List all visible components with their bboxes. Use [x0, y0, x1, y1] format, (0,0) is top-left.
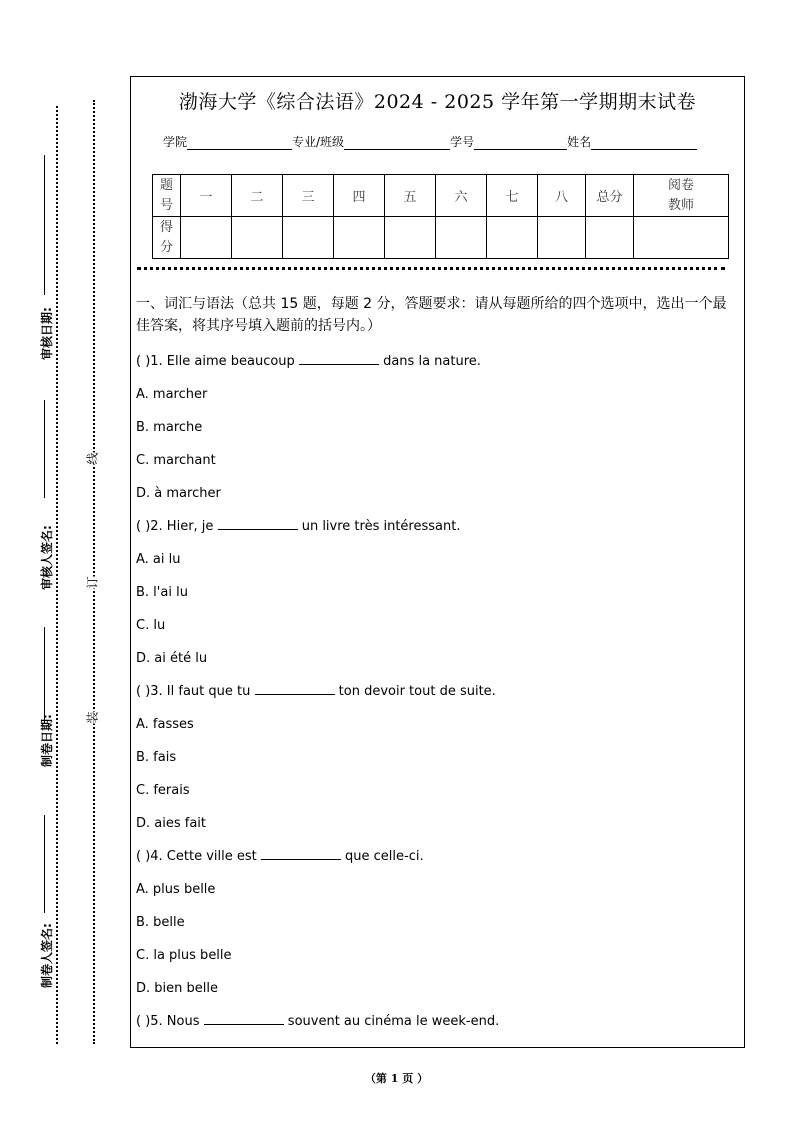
score-col-6: 六 [436, 175, 487, 217]
option: C. la plus belle [136, 948, 232, 963]
make-date-line [44, 627, 45, 724]
score-cell[interactable] [283, 217, 334, 259]
score-cell[interactable] [538, 217, 586, 259]
binding-mark-bind: 装 [82, 711, 103, 723]
reviewer-sign-label: 审核人签名: [40, 525, 54, 590]
student-id-field[interactable] [474, 137, 567, 150]
score-cell[interactable] [232, 217, 283, 259]
score-cell[interactable] [634, 217, 729, 259]
score-col-grader: 阅卷教师 [634, 175, 729, 217]
option: D. à marcher [136, 486, 221, 501]
college-field[interactable] [187, 137, 292, 150]
question-3 [136, 675, 736, 840]
answer-blank [255, 682, 335, 695]
score-table [152, 174, 729, 259]
question-stem: ( )3. Il faut que tu ton devoir tout de suite. [136, 684, 496, 699]
question-4 [136, 840, 736, 1005]
binding-dotted-line-outer [56, 106, 58, 1044]
answer-blank [204, 1012, 284, 1025]
option: D. ai été lu [136, 651, 208, 666]
college-label: 学院 [163, 135, 188, 149]
score-col-1: 一 [181, 175, 232, 217]
review-date-label: 审核日期: [40, 307, 54, 360]
score-cell[interactable] [436, 217, 487, 259]
question-stem: ( )2. Hier, je un livre très intéressant. [136, 519, 461, 534]
binding-dotted-line-inner [93, 100, 95, 1044]
exam-frame [130, 76, 745, 1048]
dotted-separator [137, 267, 725, 270]
score-col-5: 五 [385, 175, 436, 217]
reviewer-sign-line [44, 400, 45, 498]
student-info-row [163, 133, 697, 150]
section-vocabulary-grammar [136, 293, 736, 1038]
name-field[interactable] [591, 137, 697, 150]
option: C. ferais [136, 783, 190, 798]
score-table-score-row [153, 217, 729, 259]
question-2 [136, 510, 736, 675]
option: C. marchant [136, 453, 216, 468]
score-col-question-no: 题号 [153, 175, 181, 217]
score-cell[interactable] [181, 217, 232, 259]
option: A. ai lu [136, 552, 181, 567]
score-col-2: 二 [232, 175, 283, 217]
review-date-line [44, 155, 45, 295]
student-id-label: 学号 [450, 135, 475, 149]
score-col-7: 七 [487, 175, 538, 217]
option: A. marcher [136, 387, 208, 402]
question-1 [136, 345, 736, 510]
option: B. fais [136, 750, 177, 765]
maker-sign-line [44, 815, 45, 913]
binding-mark-order: 订 [82, 576, 103, 588]
section-heading: 一、词汇与语法（总共 15 题，每题 2 分，答题要求：请从每题所给的四个选项中，选出一个最佳答案，将其序号填入题前的括号内。） [136, 296, 727, 334]
score-col-3: 三 [283, 175, 334, 217]
option: C. lu [136, 618, 166, 633]
question-stem: ( )1. Elle aime beaucoup dans la nature. [136, 354, 481, 369]
page-footer: （第 1 页 ） [364, 1072, 429, 1085]
major-field[interactable] [344, 137, 450, 150]
score-cell[interactable] [586, 217, 634, 259]
score-col-total: 总分 [586, 175, 634, 217]
score-cell[interactable] [334, 217, 385, 259]
option: B. belle [136, 915, 185, 930]
score-col-4: 四 [334, 175, 385, 217]
score-cell[interactable] [487, 217, 538, 259]
score-table-header-row [153, 175, 729, 217]
option: B. marche [136, 420, 203, 435]
score-col-8: 八 [538, 175, 586, 217]
option: D. aies fait [136, 816, 207, 831]
answer-blank [261, 847, 341, 860]
question-5 [136, 1005, 736, 1038]
make-date-label: 制卷日期: [40, 714, 54, 767]
answer-blank [299, 352, 379, 365]
exam-title: 渤海大学《综合法语》2024 - 2025 学年第一学期期末试卷 [178, 91, 697, 113]
binding-mark-line: 线 [82, 452, 103, 464]
question-stem: ( )4. Cette ville est que celle-ci. [136, 849, 424, 864]
option: D. bien belle [136, 981, 218, 996]
option: B. l'ai lu [136, 585, 188, 600]
question-stem: ( )5. Nous souvent au cinéma le week-end. [136, 1014, 500, 1029]
answer-blank [218, 517, 298, 530]
score-cell[interactable] [385, 217, 436, 259]
option: A. plus belle [136, 882, 216, 897]
score-row-label: 得分 [153, 217, 181, 259]
maker-sign-label: 制卷人签名: [40, 923, 54, 988]
major-label: 专业/班级 [292, 135, 345, 149]
name-label: 姓名 [567, 135, 592, 149]
option: A. fasses [136, 717, 194, 732]
